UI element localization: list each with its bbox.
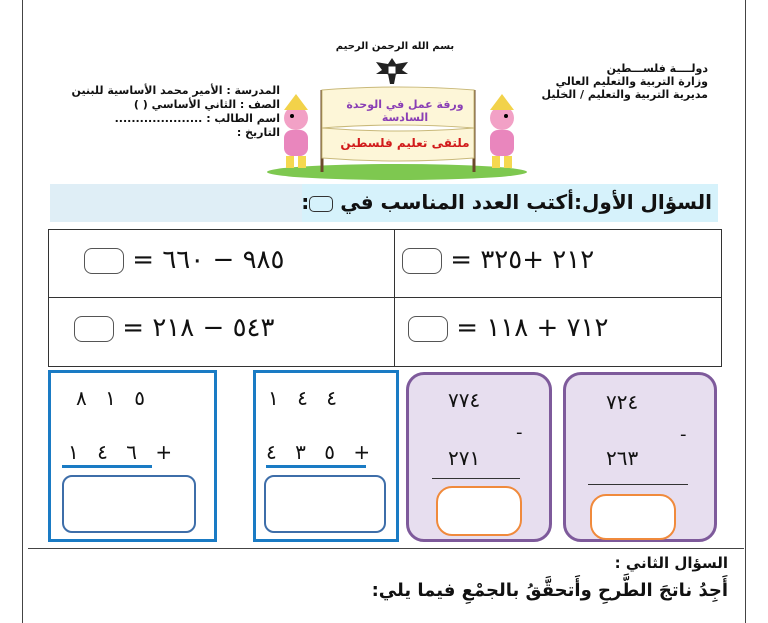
grid-divider-vertical	[394, 229, 395, 367]
school-line: المدرسة : الأمير محمد الأساسية للبنين	[71, 84, 280, 97]
equation-4	[408, 313, 608, 343]
date-line: التاريخ :	[236, 126, 280, 139]
equation-4-text: ٧١٢ + ١١٨ =	[456, 313, 609, 343]
answer-box[interactable]	[74, 316, 114, 342]
banner-illustration	[262, 80, 532, 180]
problem-4-bottom: ٢٦٣	[606, 446, 639, 470]
problem-4-sign: -	[680, 424, 687, 445]
question1-title-suffix: :	[301, 190, 310, 214]
question1-title-text: السؤال الأول:أكتب العدد المناسب في	[340, 190, 712, 214]
school-block	[60, 84, 280, 140]
problem-2-answer-box[interactable]	[264, 475, 386, 533]
problem-1-bottom: + ٦ ٤ ١	[68, 440, 173, 464]
banner-subtitle: ملتقى تعليم فلسطين	[340, 136, 470, 150]
answer-box-icon	[309, 196, 333, 212]
state-line: دولــــة فلســـطين	[606, 62, 708, 75]
banner-title: ورقة عمل في الوحدة السادسة	[346, 98, 464, 124]
answer-box[interactable]	[408, 316, 448, 342]
basmala: بسم الله الرحمن الرحيم	[335, 41, 455, 52]
answer-box[interactable]	[84, 248, 124, 274]
directorate-line: مديرية التربية والتعليم / الخليل	[541, 88, 708, 101]
equation-2	[402, 245, 594, 275]
problem-3-bottom: ٢٧١	[448, 446, 481, 470]
equation-2-text: ٢١٢ +٣٢٥ =	[450, 245, 595, 275]
grade-line: الصف : الثاني الأساسي ( )	[133, 98, 280, 111]
problem-4-top: ٧٢٤	[606, 390, 639, 414]
question1-bar-left	[50, 184, 302, 222]
problem-1-line	[62, 465, 152, 468]
problem-3-answer-box[interactable]	[436, 486, 522, 536]
question2-title: السؤال الثاني :	[614, 554, 728, 572]
problem-4-answer-box[interactable]	[590, 494, 676, 540]
problem-3-sign: -	[516, 422, 523, 443]
ministry-line: وزارة التربية والتعليم العالي	[555, 75, 708, 88]
problem-2-top: ٤ ٤ ١	[268, 386, 337, 410]
section-divider	[28, 548, 744, 549]
problem-2-line	[266, 465, 366, 468]
equation-3	[74, 313, 274, 343]
problem-2-bottom: + ٥ ٣ ٤	[266, 440, 371, 464]
problem-3-top: ٧٧٤	[448, 388, 481, 412]
question1-title	[301, 190, 712, 214]
student-name-line: اسم الطالب : .....................	[114, 112, 280, 125]
equation-1-text: ٩٨٥ − ٦٦٠ =	[132, 245, 285, 275]
problem-1-top: ٥ ١ ٨	[76, 386, 145, 410]
answer-box[interactable]	[402, 248, 442, 274]
problem-1-answer-box[interactable]	[62, 475, 196, 533]
grid-divider-horizontal	[48, 297, 722, 298]
equation-1	[84, 245, 284, 275]
problem-3-line	[432, 478, 520, 479]
equation-3-text: ٥٤٣ − ٢١٨ =	[122, 313, 275, 343]
problem-4-line	[588, 484, 688, 485]
question2-instruction: أَجِدُ ناتجَ الطَّرحِ وأَتحقَّقُ بالجمْعِ فيما يلي:	[371, 580, 728, 601]
